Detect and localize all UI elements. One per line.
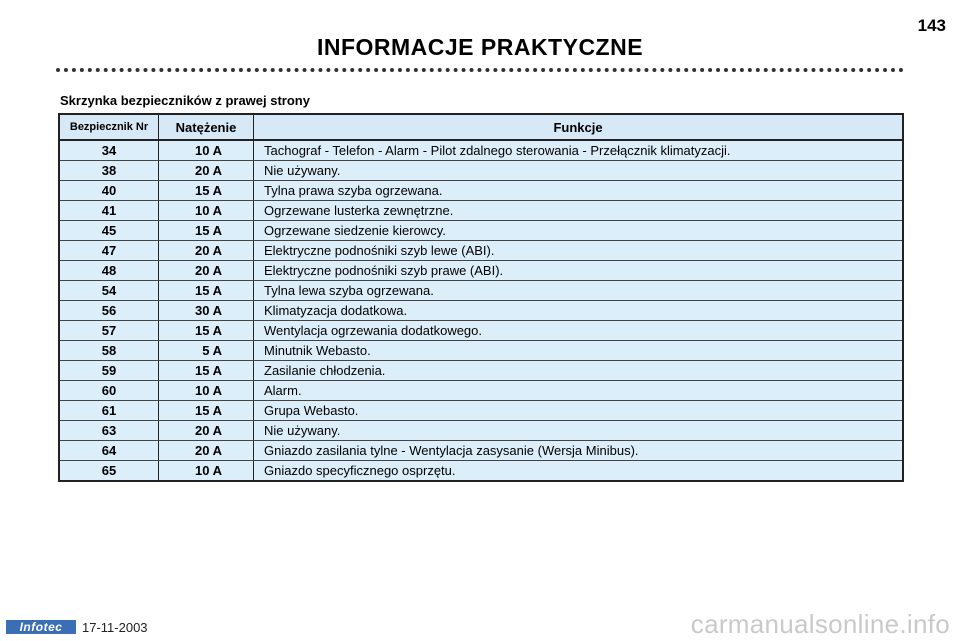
table-row: [59, 361, 903, 381]
table-row: [59, 221, 903, 241]
table-row: [59, 381, 903, 401]
fuse-number-cell: 63: [59, 421, 159, 441]
function-cell: Ogrzewane siedzenie kierowcy.: [254, 221, 904, 241]
amperage-cell: 20 A: [159, 161, 254, 181]
amperage-cell: 15 A: [159, 281, 254, 301]
function-cell: Nie używany.: [254, 161, 904, 181]
function-cell: Wentylacja ogrzewania dodatkowego.: [254, 321, 904, 341]
amperage-cell: 15 A: [159, 401, 254, 421]
fuse-number-cell: 60: [59, 381, 159, 401]
column-header-functions: Funkcje: [254, 114, 904, 140]
function-cell: Nie używany.: [254, 421, 904, 441]
column-header-amperage: Natężenie: [159, 114, 254, 140]
function-cell: Grupa Webasto.: [254, 401, 904, 421]
fuse-number-cell: 57: [59, 321, 159, 341]
table-row: [59, 421, 903, 441]
table-row: [59, 401, 903, 421]
fuse-number-cell: 48: [59, 261, 159, 281]
section-heading: Skrzynka bezpieczników z prawej strony: [60, 93, 310, 108]
table-row: [59, 181, 903, 201]
amperage-cell: 20 A: [159, 441, 254, 461]
function-cell: Tachograf - Telefon - Alarm - Pilot zdalnego sterowania - Przełącznik klimatyzacji.: [254, 140, 904, 161]
table-row: [59, 201, 903, 221]
dotted-divider: [56, 68, 904, 72]
page-title: INFORMACJE PRAKTYCZNE: [316, 34, 644, 60]
amperage-cell: 10 A: [159, 140, 254, 161]
amperage-cell: 20 A: [159, 241, 254, 261]
amperage-cell: 20 A: [159, 261, 254, 281]
page-number: 143: [917, 16, 946, 35]
function-cell: Ogrzewane lusterka zewnętrzne.: [254, 201, 904, 221]
amperage-cell: 15 A: [159, 181, 254, 201]
table-header-row: [59, 114, 903, 140]
table-row: [59, 301, 903, 321]
amperage-cell: 10 A: [159, 201, 254, 221]
function-cell: Gniazdo specyficznego osprzętu.: [254, 461, 904, 482]
fuse-number-cell: 64: [59, 441, 159, 461]
function-cell: Alarm.: [254, 381, 904, 401]
amperage-cell: 15 A: [159, 221, 254, 241]
table-row: [59, 261, 903, 281]
table-row: [59, 241, 903, 261]
amperage-cell: 10 A: [159, 381, 254, 401]
table-body: [59, 140, 903, 481]
fuse-number-cell: 34: [59, 140, 159, 161]
fuse-number-cell: 56: [59, 301, 159, 321]
column-header-fuse-number: Bezpiecznik Nr: [59, 114, 159, 140]
fuse-number-cell: 40: [59, 181, 159, 201]
table-row: [59, 441, 903, 461]
function-cell: Klimatyzacja dodatkowa.: [254, 301, 904, 321]
amperage-cell: 20 A: [159, 421, 254, 441]
function-cell: Tylna prawa szyba ogrzewana.: [254, 181, 904, 201]
fuse-number-cell: 65: [59, 461, 159, 482]
amperage-cell: 30 A: [159, 301, 254, 321]
amperage-cell: 10 A: [159, 461, 254, 482]
function-cell: Tylna lewa szyba ogrzewana.: [254, 281, 904, 301]
footer-date: 17-11-2003: [82, 620, 148, 635]
function-cell: Elektryczne podnośniki szyb prawe (ABI).: [254, 261, 904, 281]
table-row: [59, 341, 903, 361]
function-cell: Minutnik Webasto.: [254, 341, 904, 361]
fuse-number-cell: 59: [59, 361, 159, 381]
fuse-number-cell: 61: [59, 401, 159, 421]
table-row: [59, 461, 903, 482]
fuse-number-cell: 41: [59, 201, 159, 221]
fuse-table: [58, 113, 904, 482]
table-row: [59, 281, 903, 301]
infotec-logo: Infotec: [6, 620, 76, 634]
fuse-number-cell: 58: [59, 341, 159, 361]
amperage-cell: 15 A: [159, 321, 254, 341]
table-row: [59, 321, 903, 341]
fuse-number-cell: 54: [59, 281, 159, 301]
fuse-number-cell: 38: [59, 161, 159, 181]
function-cell: Gniazdo zasilania tylne - Wentylacja zasysanie (Wersja Minibus).: [254, 441, 904, 461]
amperage-cell: 5 A: [159, 341, 254, 361]
fuse-number-cell: 45: [59, 221, 159, 241]
table-row: [59, 161, 903, 181]
function-cell: Zasilanie chłodzenia.: [254, 361, 904, 381]
function-cell: Elektryczne podnośniki szyb lewe (ABI).: [254, 241, 904, 261]
watermark: carmanualsonline.info: [690, 609, 950, 639]
fuse-number-cell: 47: [59, 241, 159, 261]
amperage-cell: 15 A: [159, 361, 254, 381]
table-row: [59, 140, 903, 161]
